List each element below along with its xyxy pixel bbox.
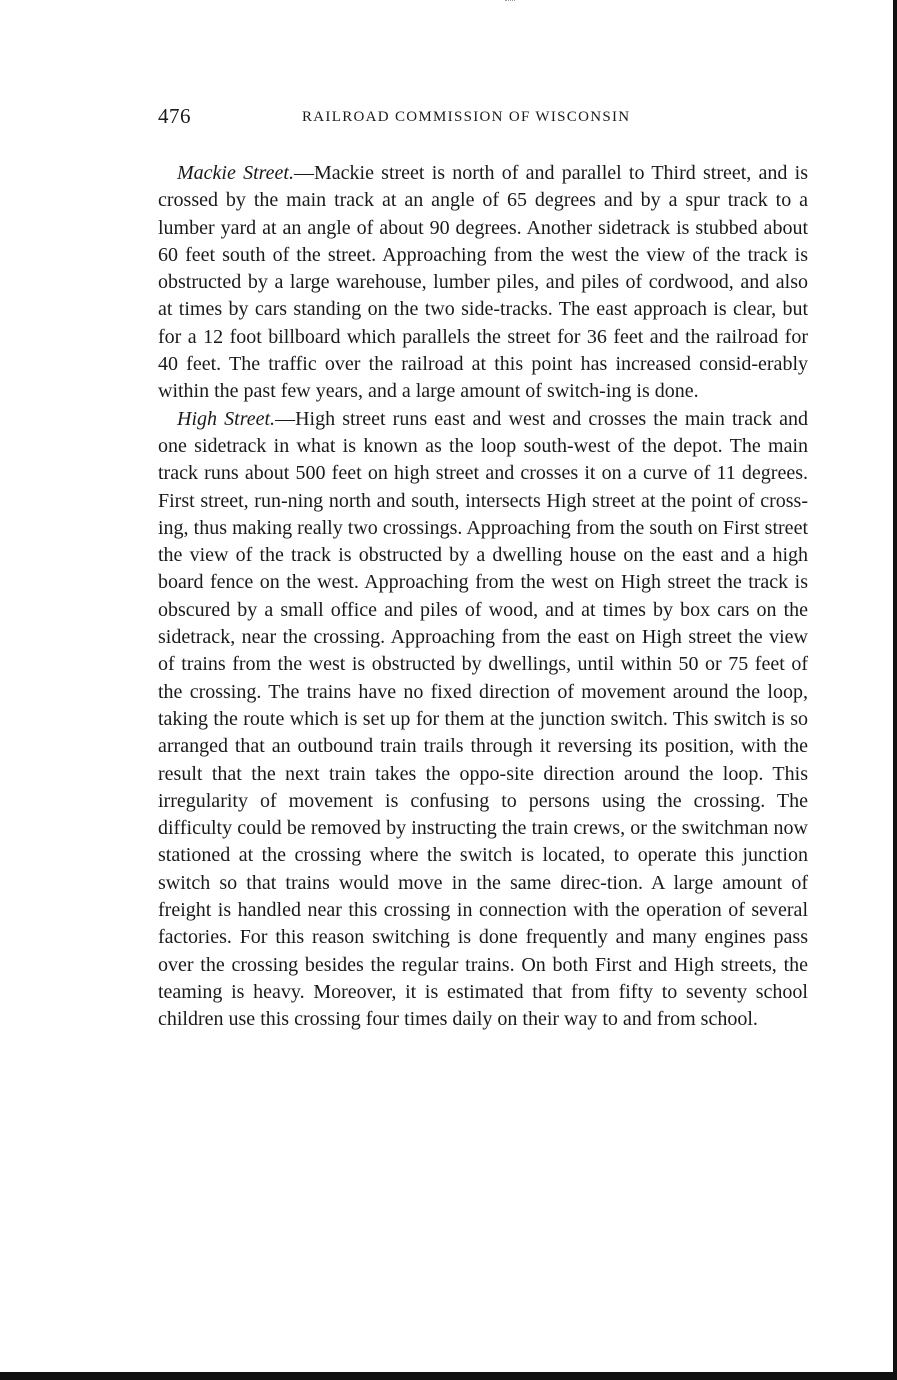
paragraph-heading: Mackie Street. [177,162,294,184]
running-head [158,104,808,132]
body-text [158,160,808,1034]
scan-border-bottom [0,1372,897,1380]
header-title: RAILROAD COMMISSION OF WISCONSIN [302,109,631,125]
paragraph-text: —Mackie street is north of and parallel to Third street, and is crossed by the main track at an angle of 65 degrees and by a spur track to a lumber yard at an angle of about 90 degrees. Another sidetrack is stubbed about 60 feet south of the street. Approaching from the west the view of the track is obstructed by a large warehouse, lumber piles, and piles of cordwood, and also at times by cars standing on the two side-tracks. The east approach is clear, but for a 12 foot billboard which parallels the street for 36 feet and the railroad for 40 feet. The traffic over the railroad at this point has increased consid-erably within the past few years, and a large amount of switch-ing is done. [158,162,808,403]
paragraph-text: —High street runs east and west and crosses the main track and one sidetrack in what is known as the loop south-west of the depot. The main track runs about 500 feet on high street and crosses it on a curve of 11 degrees. First street, run-ning north and south, intersects High street at the point of cross-ing, thus making really two crossings. Approaching from the south on First street the view of the track is obstructed by a dwelling house on the east and a high board fence on the west. Approaching from the west on High street the track is obscured by a small office and piles of wood, and at times by box cars on the sidetrack, near the crossing. Approaching from the east on High street the view of trains from the west is obstructed by dwellings, until within 50 or 75 feet of the crossing. The trains have no fixed direction of movement around the loop, taking the route which is set up for them at the junction switch. This switch is so arranged that an outbound train trails through it reversing its position, with the result that the next train takes the oppo-site direction around the loop. This irregularity of movement is confusing to persons using the crossing. The difficulty could be removed by instructing the train crews, or the switchman now stationed at the crossing where the switch is located, to operate this junction switch so that trains would move in the same direc-tion. A large amount of freight is handled near this crossing in connection with the operation of several factories. For this reason switching is done frequently and many engines pass over the crossing besides the regular trains. On both First and High streets, the teaming is heavy. Moreover, it is estimated that from fifty to seventy school children use this crossing four times daily on their way to and from school. [158,407,808,1031]
scan-artifact [505,0,515,3]
page-number: 476 [158,104,191,128]
paragraph-high-street [158,406,808,1034]
paragraph-mackie-street [158,160,808,406]
scan-border-right [893,0,897,1380]
paragraph-heading: High Street. [177,407,276,430]
